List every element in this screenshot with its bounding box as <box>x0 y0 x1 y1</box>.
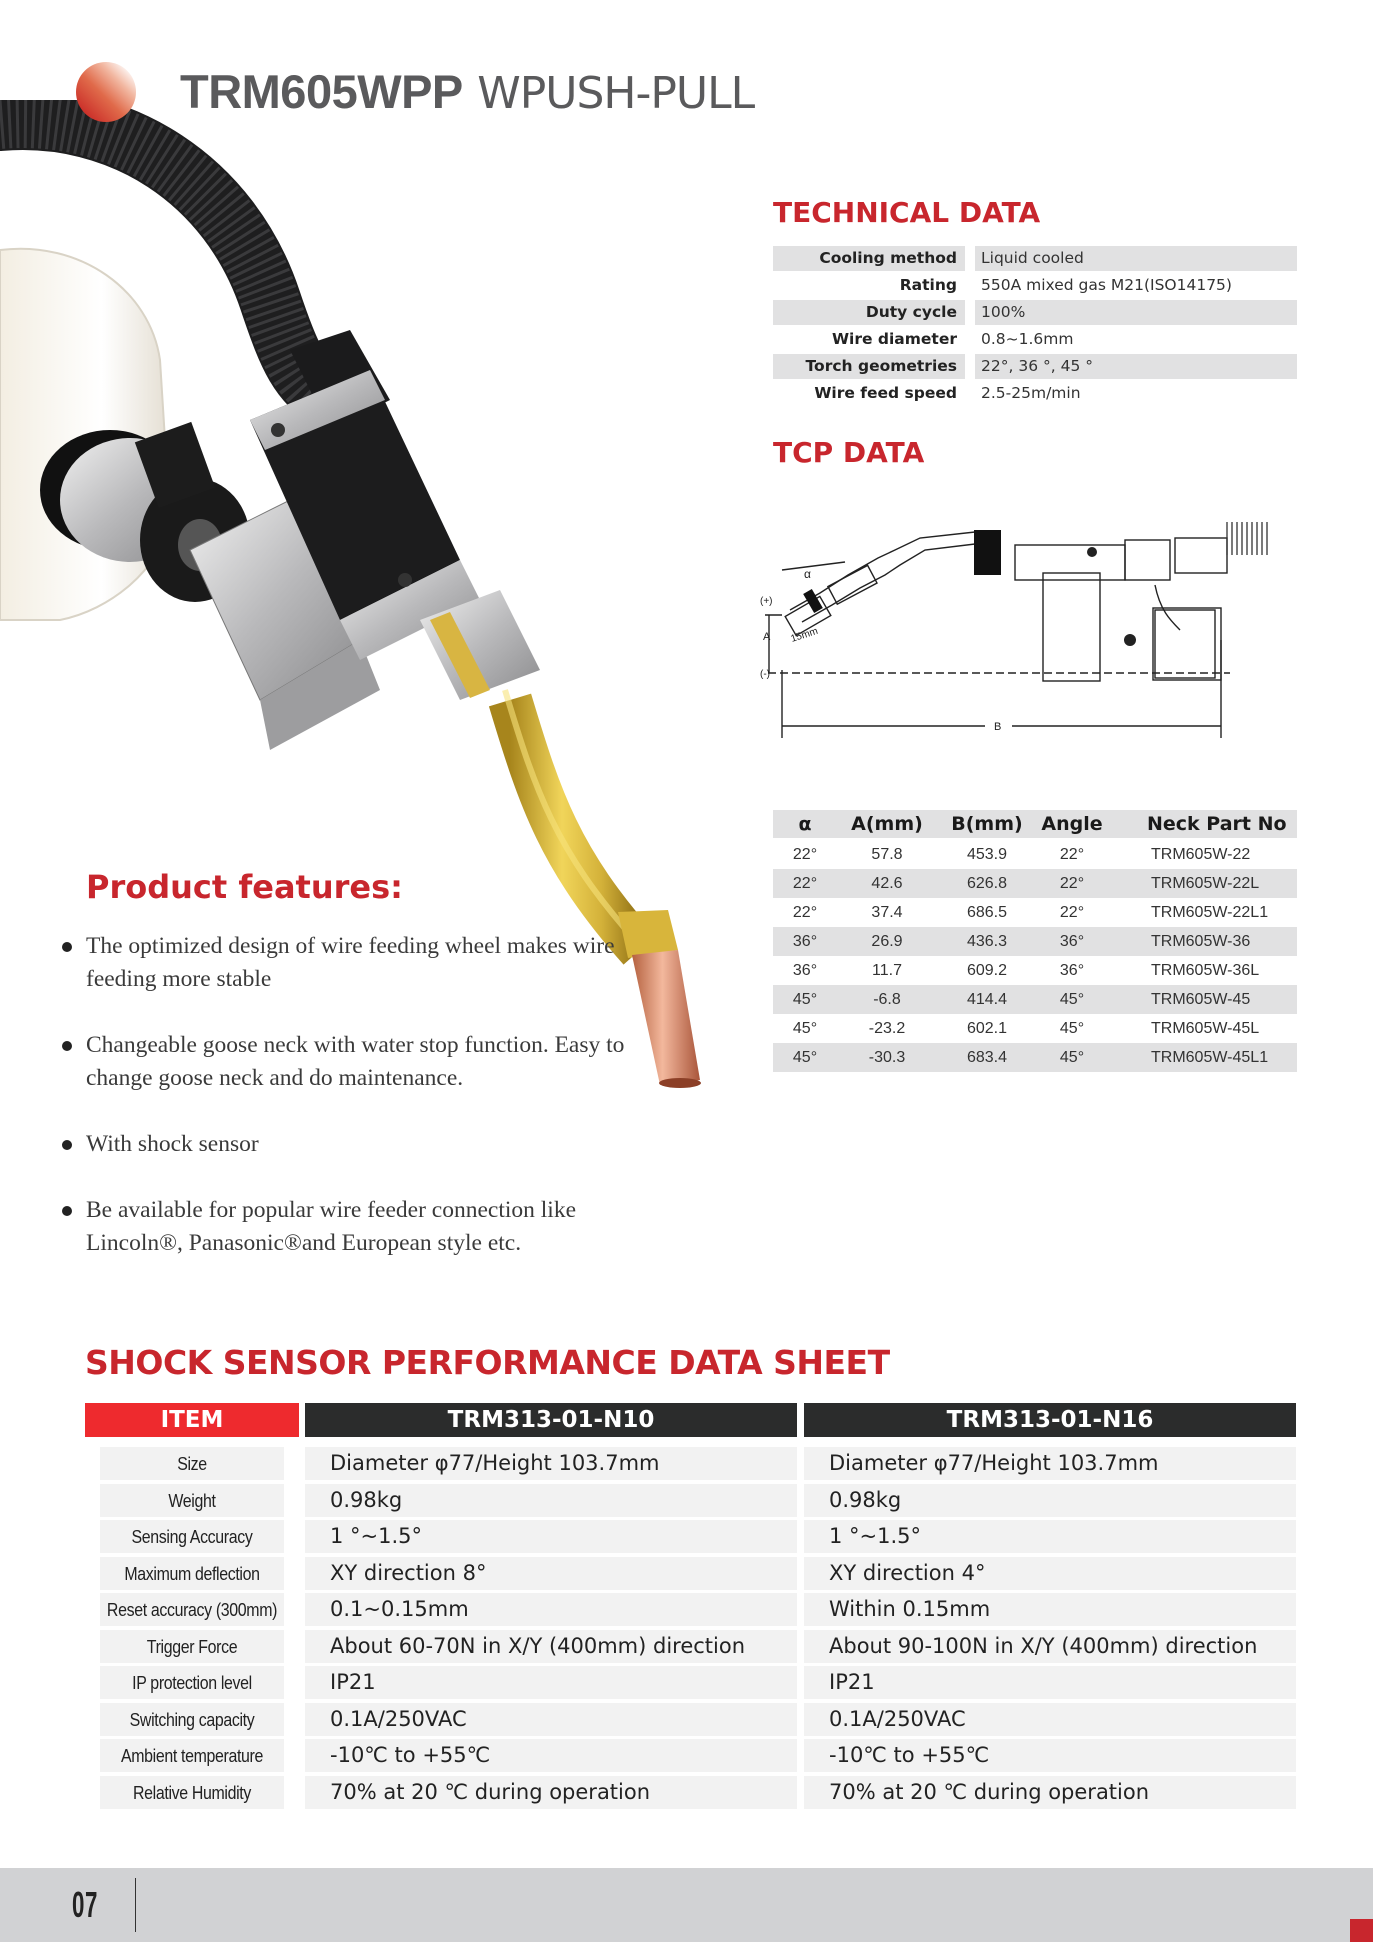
cell-part-no: TRM605W-22L <box>1151 875 1260 892</box>
tech-value: 22°, 36 °, 45 ° <box>975 354 1297 379</box>
shock-sensor-heading: SHOCK SENSOR PERFORMANCE DATA SHEET <box>85 1343 890 1382</box>
model-name: TRM605WPP <box>180 65 463 118</box>
list-item <box>62 1029 646 1095</box>
page-title <box>180 64 754 122</box>
col-header-a: A(mm) <box>851 813 923 835</box>
col-header-neck-part-no: Neck Part No <box>1147 813 1287 835</box>
list-item <box>62 930 646 996</box>
diagram-b-label: B <box>994 721 1002 733</box>
cell-n10: About 60-70N in X/Y (400mm) direction <box>305 1630 797 1663</box>
cell-n10: XY direction 8° <box>305 1557 797 1590</box>
cell-b: 686.5 <box>966 904 1008 921</box>
model-subtitle: WPUSH-PULL <box>477 68 755 119</box>
cell-alpha: 45° <box>792 1049 818 1066</box>
row-label: Maximum deflection <box>100 1557 284 1590</box>
tech-value: Liquid cooled <box>975 246 1297 271</box>
cell-alpha: 22° <box>792 904 818 921</box>
cell-b: 436.3 <box>966 933 1008 950</box>
table-row <box>85 1484 1296 1517</box>
cell-b: 609.2 <box>966 962 1008 979</box>
cell-n16: IP21 <box>804 1666 1296 1699</box>
cell-a: 26.9 <box>871 933 903 950</box>
col-header-n10: TRM313-01-N10 <box>305 1403 797 1437</box>
feature-text: Changeable goose neck with water stop function. Easy to change goose neck and do maintenance. <box>86 1032 625 1091</box>
bullet-icon <box>62 942 72 952</box>
cell-n10: Diameter φ77/Height 103.7mm <box>305 1447 797 1480</box>
bullet-icon <box>62 1140 72 1150</box>
cell-b: 453.9 <box>966 846 1008 863</box>
cell-a: -6.8 <box>873 991 901 1008</box>
cell-b: 414.4 <box>966 991 1008 1008</box>
cell-angle: 45° <box>1059 1020 1085 1037</box>
bullet-icon <box>62 1206 72 1216</box>
cell-n16: 0.98kg <box>804 1484 1296 1517</box>
col-header-alpha: α <box>798 813 812 835</box>
cell-n16: Diameter φ77/Height 103.7mm <box>804 1447 1296 1480</box>
tech-label: Duty cycle <box>773 300 965 325</box>
diagram-plus-label: (+) <box>760 596 773 607</box>
cell-a: 11.7 <box>872 962 902 979</box>
cell-a: -23.2 <box>868 1020 906 1037</box>
tcp-header-row <box>773 810 1297 838</box>
table-row <box>85 1703 1296 1736</box>
diagram-offset-label: 15mm <box>789 625 820 645</box>
cell-a: 37.4 <box>871 904 903 921</box>
cell-n10: IP21 <box>305 1666 797 1699</box>
cell-n10: -10℃ to +55℃ <box>305 1739 797 1772</box>
feature-text: Be available for popular wire feeder connection like Lincoln®, Panasonic®and European style etc. <box>86 1197 577 1256</box>
diagram-a-label: A <box>763 631 771 643</box>
table-row <box>85 1593 1296 1626</box>
cell-b: 602.1 <box>966 1020 1008 1037</box>
tech-label: Torch geometries <box>773 354 965 379</box>
tech-row <box>773 326 1297 353</box>
table-row <box>773 927 1297 956</box>
cell-part-no: TRM605W-22 <box>1151 846 1251 863</box>
cell-angle: 45° <box>1059 1049 1085 1066</box>
tech-row <box>773 353 1297 380</box>
row-label: Switching capacity <box>100 1703 284 1736</box>
tcp-data-heading: TCP DATA <box>773 436 925 469</box>
feature-text: With shock sensor <box>86 1131 259 1157</box>
cell-angle: 22° <box>1059 904 1085 921</box>
tech-value: 2.5-25m/min <box>981 384 1081 402</box>
title-orb-icon <box>76 62 136 122</box>
cell-n10: 70% at 20 ℃ during operation <box>305 1776 797 1809</box>
cell-b: 683.4 <box>966 1049 1008 1066</box>
tech-label: Wire diameter <box>831 330 957 348</box>
col-header-n16: TRM313-01-N16 <box>804 1403 1296 1437</box>
cell-n16: About 90-100N in X/Y (400mm) direction <box>804 1630 1296 1663</box>
feature-text: The optimized design of wire feeding wheel makes wire feeding more stable <box>86 933 615 992</box>
tech-row <box>773 245 1297 272</box>
tech-value: 100% <box>975 300 1297 325</box>
row-label: Reset accuracy (300mm) <box>100 1593 284 1626</box>
bullet-icon <box>62 1041 72 1051</box>
cell-angle: 22° <box>1059 846 1085 863</box>
table-row <box>85 1447 1296 1480</box>
table-row <box>773 985 1297 1014</box>
cell-a: 57.8 <box>871 846 903 863</box>
cell-b: 626.8 <box>966 875 1008 892</box>
list-item <box>62 1194 626 1260</box>
cell-alpha: 36° <box>792 933 818 950</box>
cell-alpha: 36° <box>792 962 818 979</box>
footer-accent-square <box>1350 1919 1373 1942</box>
footer-divider <box>135 1878 136 1932</box>
cell-n10: 0.1~0.15mm <box>305 1593 797 1626</box>
cell-n10: 1 °~1.5° <box>305 1520 797 1553</box>
col-header-angle: Angle <box>1041 813 1103 835</box>
table-row <box>85 1520 1296 1553</box>
cell-angle: 45° <box>1059 991 1085 1008</box>
cell-part-no: TRM605W-45 <box>1151 991 1251 1008</box>
table-row <box>85 1776 1296 1809</box>
cell-part-no: TRM605W-36L <box>1151 962 1260 979</box>
cell-a: -30.3 <box>868 1049 906 1066</box>
product-features-heading: Product features: <box>86 868 403 906</box>
table-row <box>773 869 1297 898</box>
technical-data-table <box>773 245 1297 407</box>
technical-data-heading: TECHNICAL DATA <box>773 196 1041 229</box>
cell-n16: -10℃ to +55℃ <box>804 1739 1296 1772</box>
tech-value: 0.8~1.6mm <box>981 330 1074 348</box>
tech-label: Cooling method <box>773 246 965 271</box>
table-row <box>773 1043 1297 1072</box>
tech-label: Rating <box>899 276 957 294</box>
cell-part-no: TRM605W-45L <box>1151 1020 1260 1037</box>
cell-part-no: TRM605W-22L1 <box>1151 904 1269 921</box>
row-label: Weight <box>100 1484 284 1517</box>
row-label: Trigger Force <box>100 1630 284 1663</box>
cell-n16: 70% at 20 ℃ during operation <box>804 1776 1296 1809</box>
cell-alpha: 45° <box>792 1020 818 1037</box>
tcp-data-table <box>773 810 1297 1072</box>
row-label: Ambient temperature <box>100 1739 284 1772</box>
tech-label: Wire feed speed <box>814 384 957 402</box>
table-row <box>85 1739 1296 1772</box>
cell-n16: XY direction 4° <box>804 1557 1296 1590</box>
table-row <box>85 1630 1296 1663</box>
table-row <box>85 1557 1296 1590</box>
product-features-list <box>62 930 642 1293</box>
shock-sensor-table <box>85 1403 1296 1812</box>
col-header-b: B(mm) <box>951 813 1023 835</box>
cell-n10: 0.98kg <box>305 1484 797 1517</box>
cell-n16: 1 °~1.5° <box>804 1520 1296 1553</box>
cell-angle: 22° <box>1059 875 1085 892</box>
page-footer <box>0 1868 1373 1942</box>
tcp-diagram <box>760 490 1300 740</box>
table-row <box>773 956 1297 985</box>
cell-alpha: 45° <box>792 991 818 1008</box>
cell-n16: Within 0.15mm <box>804 1593 1296 1626</box>
cell-n16: 0.1A/250VAC <box>804 1703 1296 1736</box>
diagram-minus-label: (-) <box>760 669 770 680</box>
table-row <box>773 1014 1297 1043</box>
cell-a: 42.6 <box>871 875 903 892</box>
table-row <box>85 1666 1296 1699</box>
tech-row <box>773 380 1297 407</box>
cell-part-no: TRM605W-36 <box>1151 933 1251 950</box>
page-number: 07 <box>72 1884 99 1925</box>
tech-value: 550A mixed gas M21(ISO14175) <box>981 276 1232 294</box>
cell-n10: 0.1A/250VAC <box>305 1703 797 1736</box>
cell-angle: 36° <box>1059 962 1085 979</box>
cell-angle: 36° <box>1059 933 1085 950</box>
row-label: IP protection level <box>100 1666 284 1699</box>
cell-alpha: 22° <box>792 846 818 863</box>
shock-header-row <box>85 1403 1296 1437</box>
list-item <box>62 1128 642 1161</box>
cell-part-no: TRM605W-45L1 <box>1151 1049 1269 1066</box>
row-label: Relative Humidity <box>100 1776 284 1809</box>
table-row <box>773 898 1297 927</box>
tech-row <box>773 272 1297 299</box>
diagram-alpha-label: α <box>804 567 811 581</box>
cell-alpha: 22° <box>792 875 818 892</box>
table-row <box>773 840 1297 869</box>
col-header-item: ITEM <box>85 1403 299 1437</box>
row-label: Size <box>100 1447 284 1480</box>
row-label: Sensing Accuracy <box>100 1520 284 1553</box>
tech-row <box>773 299 1297 326</box>
